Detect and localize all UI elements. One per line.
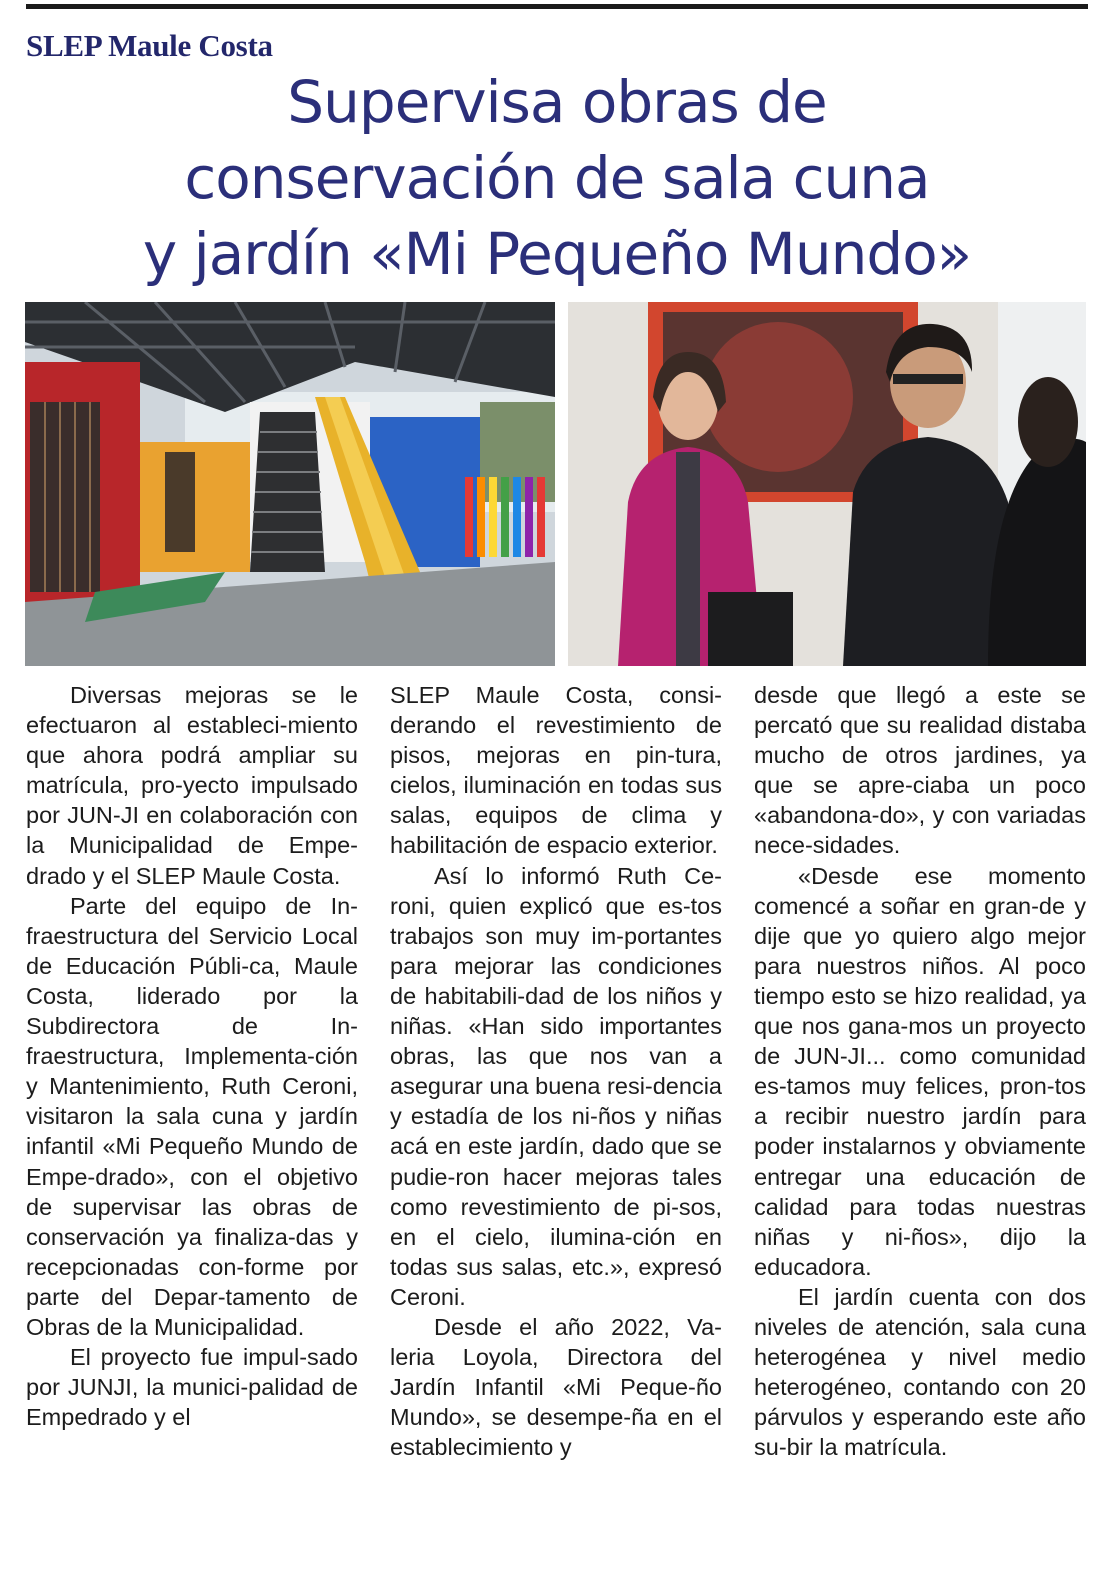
headline-line-1: Supervisa obras de <box>287 68 827 136</box>
paragraph: El jardín cuenta con dos niveles de atención, sala cuna heterogénea y nivel medio heterogéneo, contando con 20 párvulos y esperando este año su-bir la matrícula. <box>754 1283 1086 1461</box>
headline <box>26 64 1088 292</box>
paragraph: Parte del equipo de In-fraestructura del Servicio Local de Educación Públi-ca, Maule Costa, liderado por la Subdirectora de In-fraestructura, Implementa-ción y Mantenimiento, Ruth Ceroni, visitaron la sala cuna y jardín infantil «Mi Pequeño Mundo de Empe-drado», con el objetivo de supervisar las obras de conservación ya finaliza-das y recepcionadas con-forme por parte del Depar-tamento de Obras de la Municipalidad. <box>26 892 358 1340</box>
paragraph: El proyecto fue impul-sado por JUNJI, la munici-palidad de Empedrado y el <box>26 1344 358 1431</box>
article-column-1 <box>26 680 358 1432</box>
article-column-2 <box>390 680 722 1462</box>
headline-line-3: y jardín «Mi Pequeño Mundo» <box>142 220 972 288</box>
top-rule <box>26 4 1088 9</box>
paragraph: «Desde ese momento comencé a soñar en gran-de y dije que yo quiero algo mejor para nuestros niños. Al poco tiempo esto se hizo realidad, ya que nos gana-mos un proyecto de JUN-JI... como comunidad es-tamos muy felices, pron-tos a recibir nuestro jardín para poder instalarnos y obviamente entregar una educación de calidad para todas nuestras niñas y ni-ños», dijo la educadora. <box>754 862 1086 1280</box>
playground-photo <box>25 302 555 666</box>
article-column-3 <box>754 680 1086 1462</box>
headline-line-2: conservación de sala cuna <box>184 144 930 212</box>
paragraph: desde que llegó a este se percató que su realidad distaba mucho de otros jardines, ya que se apre-ciaba un poco «abandona-do», y con variadas nece-sidades. <box>754 682 1086 859</box>
section-label: SLEP Maule Costa <box>26 28 273 63</box>
playground-illustration <box>25 302 555 666</box>
visit-illustration <box>568 302 1086 666</box>
paragraph: Así lo informó Ruth Ce-roni, quien explicó que es-tos trabajos son muy im-portantes para mejorar las condiciones de habitabili-dad de los niños y niñas. «Han sido importantes obras, las que nos van a asegurar una buena resi-dencia y estadía de los ni-ños y niñas acá en este jardín, dado que se pudie-ron hacer mejoras tales como revestimiento de pi-sos, en el cielo, ilumina-ción en todas sus salas, etc.», expresó Ceroni. <box>390 862 722 1310</box>
visit-photo <box>568 302 1086 666</box>
paragraph: SLEP Maule Costa, consi-derando el revestimiento de pisos, mejoras en pin-tura, cielos, iluminación en todas sus salas, equipos de clima y habilitación de espacio exterior. <box>390 682 722 859</box>
paragraph: Diversas mejoras se le efectuaron al estableci-miento que ahora podrá ampliar su matrícula, pro-yecto impulsado por JUN-JI en colaboración con la Municipalidad de Empe-drado y el SLEP Maule Costa. <box>26 682 358 889</box>
paragraph: Desde el año 2022, Va-leria Loyola, Directora del Jardín Infantil «Mi Peque-ño Mundo», se desempe-ña en el establecimiento y <box>390 1313 722 1461</box>
